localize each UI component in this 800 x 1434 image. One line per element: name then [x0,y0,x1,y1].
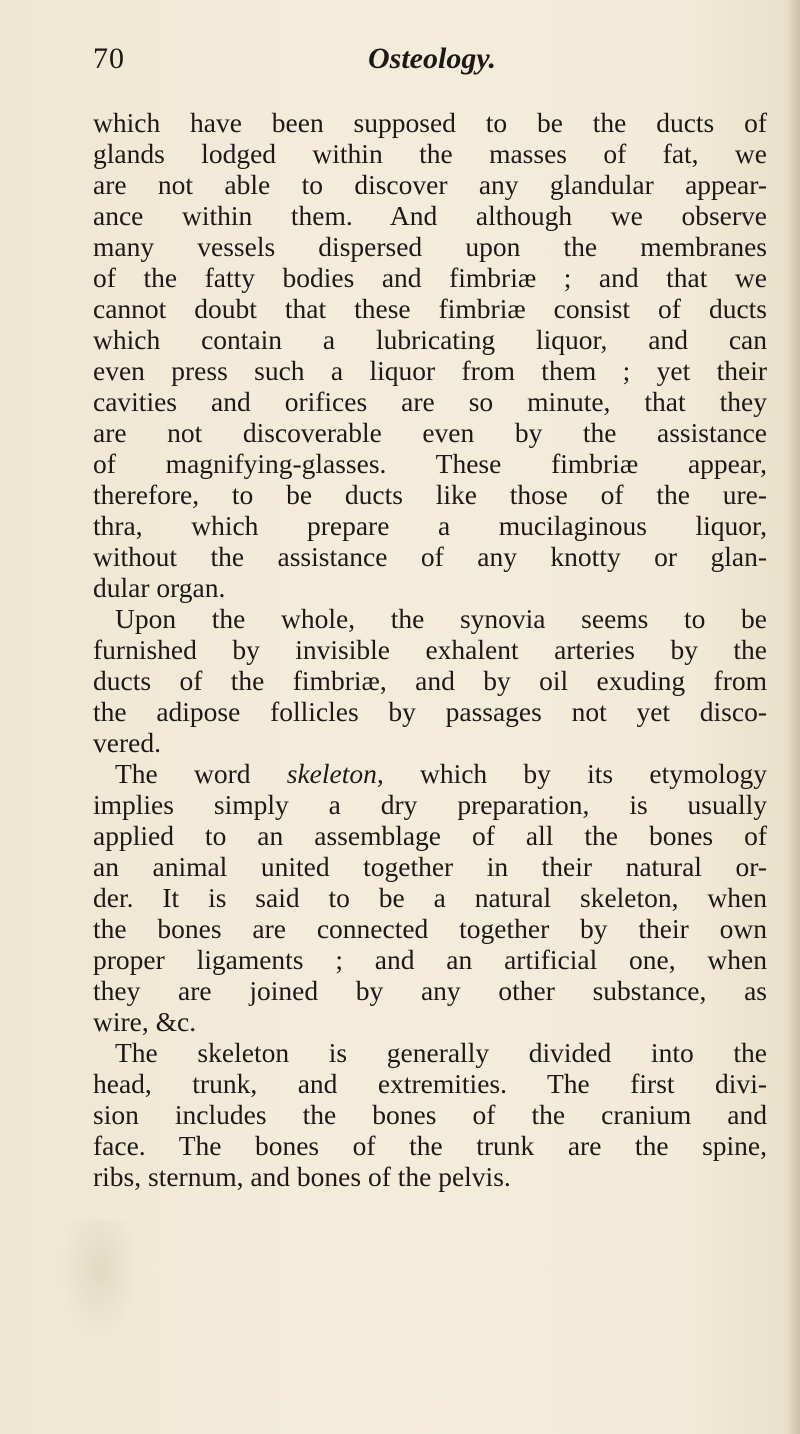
text-line: of magnifying-glasses. These fimbriæ appear, [93,448,767,479]
text-line: which have been supposed to be the ducts of [93,107,767,138]
text-line: the bones are connected together by their own [93,913,767,944]
paragraph-start-line: The skeleton is generally divided into the [115,1037,767,1068]
text-line: even press such a liquor from them ; yet their [93,355,767,386]
page-number: 70 [93,42,125,75]
text-line: cannot doubt that these fimbriæ consist of ducts [93,293,767,324]
text-line: which contain a lubricating liquor, and can [93,324,767,355]
text-line: many vessels dispersed upon the membranes [93,231,767,262]
text-line: the adipose follicles by passages not yet disco- [93,696,767,727]
text-line: therefore, to be ducts like those of the ure- [93,479,767,510]
text-line: are not discoverable even by the assistance [93,417,767,448]
page-header [93,42,753,82]
running-title: Osteology. [368,42,497,75]
text-line: wire, &c. [93,1006,197,1037]
text-line: without the assistance of any knotty or glan- [93,541,767,572]
text-line: ducts of the fimbriæ, and by oil exuding from [93,665,767,696]
text-line: vered. [93,727,161,758]
text-line: glands lodged within the masses of fat, we [93,138,767,169]
text-line: head, trunk, and extremities. The first divi- [93,1068,767,1099]
text-line: sion includes the bones of the cranium and [93,1099,767,1130]
text-fragment: which by its etymology [419,758,767,789]
text-line: ance within them. And although we observe [93,200,767,231]
paragraph-start-line: Upon the whole, the synovia seems to be [115,603,767,634]
text-fragment: The word [115,758,251,789]
text-line: applied to an assemblage of all the bones of [93,820,767,851]
paragraph-start-line [93,758,767,789]
text-line: proper ligaments ; and an artificial one, when [93,944,767,975]
body-text [93,107,767,1192]
text-line: implies simply a dry preparation, is usually [93,789,767,820]
text-line: thra, which prepare a mucilaginous liquor, [93,510,767,541]
text-line: ribs, sternum, and bones of the pelvis. [93,1161,511,1192]
text-line: an animal united together in their natural or- [93,851,767,882]
text-line: face. The bones of the trunk are the spine, [93,1130,767,1161]
text-line: are not able to discover any glandular appear- [93,169,767,200]
paper-stain [60,1220,140,1340]
text-line: furnished by invisible exhalent arteries by the [93,634,767,665]
text-line: of the fatty bodies and fimbriæ ; and that we [93,262,767,293]
italic-term: skeleton, [286,758,384,789]
text-line: der. It is said to be a natural skeleton, when [93,882,767,913]
text-line: cavities and orifices are so minute, that they [93,386,767,417]
text-line: dular organ. [93,572,226,603]
text-line: they are joined by any other substance, as [93,975,767,1006]
